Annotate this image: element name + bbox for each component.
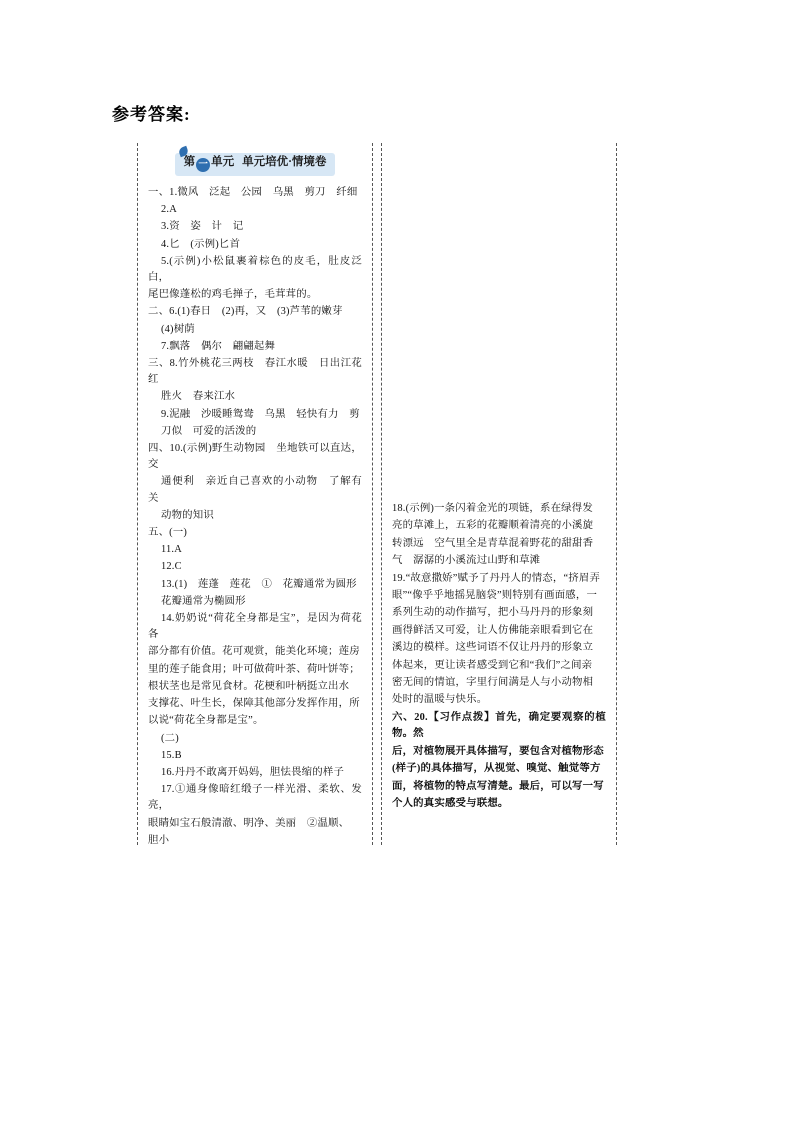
answer-line: 系列生动的动作描写，把小马丹丹的形象刻 — [392, 607, 594, 619]
answer-line: 尾巴像蓬松的鸡毛掸子，毛茸茸的。 — [148, 289, 318, 301]
answer-line: 支撑花、叶生长，保障其他部分发挥作用，所 — [148, 698, 360, 710]
answer-line: 15.B — [161, 749, 182, 761]
answer-line: (二) — [161, 732, 179, 744]
answer-line: 五、(一) — [148, 527, 188, 539]
answer-line: 亮的草滩上，五彩的花瓣顺着清亮的小溪旋 — [392, 520, 594, 532]
answer-line: 面，将植物的特点写清楚。最后，可以写一写 — [392, 780, 604, 792]
answer-line: 胜火 春来江水 — [161, 391, 236, 403]
answer-column-left — [137, 143, 373, 845]
answer-line: 眼”“像乎乎地摇晃脑袋”则特别有画面感，一 — [392, 590, 598, 602]
answer-line: 一、1.微风 泛起 公园 乌黑 剪刀 纤细 — [148, 187, 358, 198]
answer-line: 3.资 姿 计 记 — [161, 221, 244, 233]
answer-line: 三、8.竹外桃花三两枝 春江水暖 日出江花红 — [148, 358, 362, 386]
answer-line: 后，对植物展开具体描写，要包含对植物形态 — [392, 745, 604, 757]
column-top-spacer — [392, 149, 606, 501]
answer-line: 胆小 — [148, 834, 170, 846]
answer-line: 溪边的模样。这些词语不仅让丹丹的形象立 — [392, 642, 594, 654]
answer-line: 画得鲜活又可爱，让人仿佛能亲眼看到它在 — [392, 624, 594, 636]
title-prefix: 第 — [183, 156, 196, 168]
answer-line: 个人的真实感受与联想。 — [392, 797, 509, 809]
answer-line: 12.C — [161, 561, 182, 573]
answer-line: 刀似 可爱的活泼的 — [161, 425, 257, 437]
answer-line: 通便利 亲近自己喜欢的小动物 了解有关 — [148, 476, 362, 504]
answer-line: 16.丹丹不敢离开妈妈，胆怯畏缩的样子 — [161, 766, 345, 778]
title-middle: 单元 — [211, 156, 235, 168]
unit-title-bar — [175, 153, 336, 176]
answer-line: 5.(示例)小松鼠裹着棕色的皮毛，肚皮泛白， — [148, 255, 362, 284]
answer-line: 部分都有价值。花可观赏，能美化环境；莲房 — [148, 646, 360, 658]
answer-line: 密无间的情谊，字里行间满是人与小动物相 — [392, 677, 594, 689]
unit-number-badge: 一 — [196, 158, 210, 172]
answer-line: 四、10.(示例)野生动物园 坐地铁可以直达，交 — [148, 443, 362, 471]
answer-line: 转漂远 空气里全是青草混着野花的甜甜香 — [392, 537, 594, 549]
title-suffix: 单元培优·情境卷 — [242, 156, 327, 168]
answer-line: (4)树荫 — [161, 323, 195, 335]
answer-line: 9.泥融 沙暖睡鸳鸯 乌黑 轻快有力 剪 — [161, 408, 360, 420]
answer-line: 19.“故意撒娇”赋予了丹丹人的情态，“挤眉弄 — [392, 572, 601, 584]
answer-line: 13.(1) 莲蓬 莲花 ① 花瓣通常为圆形 — [161, 578, 357, 590]
answer-line: 18.(示例)一条闪着金光的项链，系在绿得发 — [392, 503, 593, 514]
answer-line: 4.匕 (示例)匕首 — [161, 238, 241, 250]
answer-line: 六、20.【习作点拨】首先，确定要观察的植物。然 — [392, 711, 606, 740]
answer-line: 根状茎也是常见食材。花梗和叶柄挺立出水 — [148, 680, 350, 692]
answer-line: 17.①通身像暗红缎子一样光滑、柔软、发亮， — [148, 784, 362, 812]
answer-line: 眼睛如宝石般清澈、明净、美丽 ②温顺、 — [148, 817, 350, 829]
answer-line: 二、6.(1)春日 (2)再，又 (3)芦苇的嫩芽 — [148, 306, 343, 318]
answer-line: 处时的温暖与快乐。 — [392, 694, 488, 706]
answer-line: (样子)的具体描写，从视觉、嗅觉、触觉等方 — [392, 763, 601, 775]
answer-line: 动物的知识 — [161, 509, 214, 521]
answer-line: 体起来，更让读者感受到它和“我们”之间亲 — [392, 659, 593, 671]
answer-column-right — [381, 143, 617, 845]
answer-line: 2.A — [161, 204, 177, 216]
sheet-title — [148, 153, 362, 179]
answer-line: 7.飘落 偶尔 翩翩起舞 — [161, 340, 276, 352]
answer-line: 花瓣通常为椭圆形 — [161, 595, 246, 607]
answer-line: 以说“荷花全身都是宝”。 — [148, 715, 264, 727]
answer-sheet — [137, 143, 647, 845]
answer-line: 14.奶奶说“荷花全身都是宝”，是因为荷花各 — [148, 613, 362, 641]
answer-line: 11.A — [161, 544, 182, 556]
page-title: 参考答案: — [112, 105, 191, 124]
answer-line: 气 潺潺的小溪流过山野和草滩 — [392, 555, 541, 567]
answer-line: 里的莲子能食用；叶可做荷叶茶、荷叶饼等； — [148, 663, 360, 675]
